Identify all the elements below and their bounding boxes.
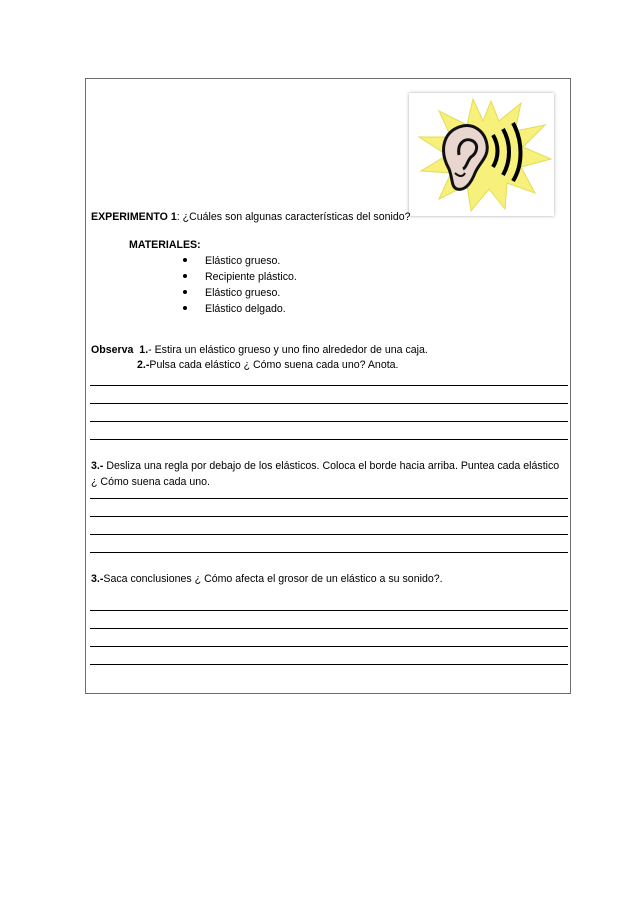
materials-item: Recipiente plástico. <box>183 271 297 284</box>
bullet-icon <box>183 258 187 262</box>
ear-sound-icon <box>409 93 554 216</box>
observe-step-1: Observa 1.- Estira un elástico grueso y uno fino alrededor de una caja. <box>91 344 428 356</box>
materials-heading: MATERIALES: <box>129 239 201 251</box>
materials-item: Elástico grueso. <box>183 287 280 300</box>
answer-line <box>90 439 568 440</box>
answer-line <box>90 646 568 647</box>
bullet-icon <box>183 290 187 294</box>
answer-line <box>90 628 568 629</box>
ear-sound-picture <box>409 93 554 216</box>
conclusion-question: 3.-Saca conclusiones ¿ Cómo afecta el grosor de un elástico a su sonido?. <box>91 573 443 585</box>
experiment-title: EXPERIMENTO 1: ¿Cuáles son algunas características del sonido? <box>91 211 411 223</box>
answer-line <box>90 664 568 665</box>
materials-item: Elástico delgado. <box>183 303 286 316</box>
answer-line <box>90 385 568 386</box>
bullet-icon <box>183 274 187 278</box>
answer-line <box>90 610 568 611</box>
answer-line <box>90 498 568 499</box>
answer-line <box>90 534 568 535</box>
step-3-line-1: 3.- Desliza una regla por debajo de los elásticos. Coloca el borde hacia arriba. Puntea cada elástico <box>91 460 560 472</box>
answer-line <box>90 516 568 517</box>
step-3-line-2: ¿ Cómo suena cada uno. <box>91 476 210 488</box>
answer-line <box>90 552 568 553</box>
answer-line <box>90 403 568 404</box>
bullet-icon <box>183 306 187 310</box>
materials-item: Elástico grueso. <box>183 255 280 268</box>
observe-step-2: 2.-Pulsa cada elástico ¿ Cómo suena cada uno? Anota. <box>137 359 399 371</box>
answer-line <box>90 421 568 422</box>
